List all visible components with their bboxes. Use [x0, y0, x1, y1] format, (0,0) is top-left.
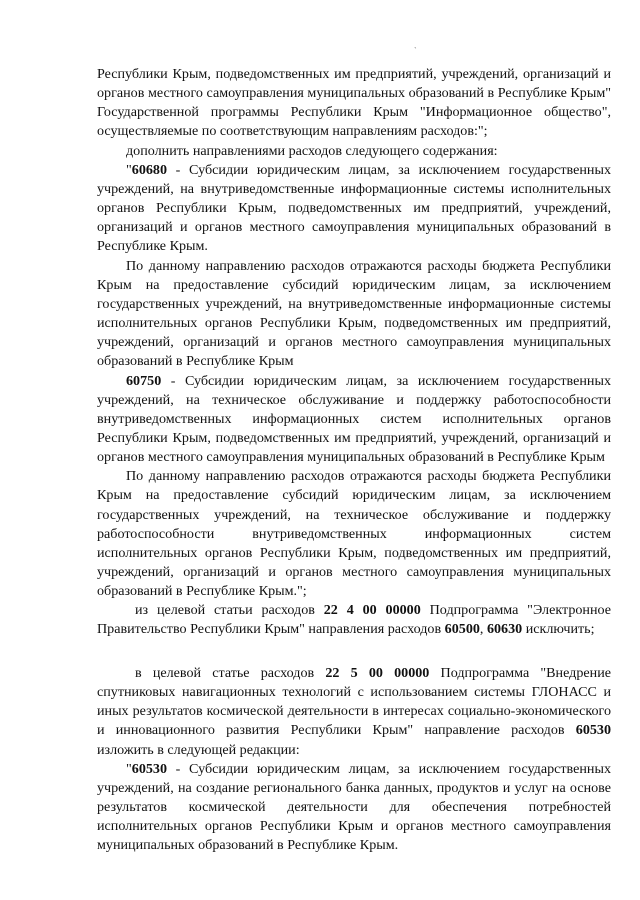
expense-code: 60750	[126, 372, 162, 389]
text-run: Подпрограмма "Электронное Правительство Республики Крым" направления расходов	[97, 602, 611, 638]
expense-code: 60500	[444, 621, 480, 638]
text-run: изложить в следующей редакции:	[97, 741, 300, 758]
expense-code: 60630	[486, 621, 523, 638]
expense-code: 60680	[131, 161, 167, 178]
item-text: - Субсидии юридическим лицам, за исключением государственных учреждений, на создание регионального банка данных, продуктов и услуг на основе результатов космической деятельности для обеспечения потребностей исполнительных органов Республики Крым и органов местного самоуправления муниципальных образований в Республике Крым.	[97, 760, 611, 854]
item-text: - Субсидии юридическим лицам, за исключением государственных учреждений, на техническое обслуживание и поддержку работоспособности внутриведомственных информационных систем исполнительных органов Республики Крым, подведомственных им предприятий, учреждений, организаций и органов местного самоуправления муниципальных образований в Республике Крым	[97, 372, 611, 466]
item-60680-paragraph	[97, 161, 611, 257]
item-60680-description: По данному направлению расходов отражаются расходы бюджета Республики Крым на предоставление субсидий юридическим лицам, за исключением государственных учреждений, на внутриведомственные информационные системы исполнительных органов Республики Крым, подведомственных им предприятий, учреждений, организаций и органов местного самоуправления муниципальных образований в Республике Крым	[97, 257, 611, 370]
expense-code: 60530	[131, 760, 167, 777]
revision-paragraph	[97, 664, 611, 760]
opening-quote: "	[126, 161, 132, 178]
add-directions-line: дополнить направлениями расходов следующего содержания:	[126, 142, 498, 159]
section-exclusion	[97, 601, 611, 639]
opening-quote: "	[126, 760, 132, 777]
item-60530-paragraph	[97, 760, 611, 856]
text-run: ,	[479, 621, 487, 638]
exclusion-paragraph	[97, 601, 611, 639]
target-article-code: 22 4 00 00000	[323, 602, 421, 618]
text-run: в целевой статье расходов	[135, 665, 326, 681]
item-text: - Субсидии юридическим лицам, за исключением государственных учреждений, на внутриведомственные информационные системы исполнительных органов Республики Крым, подведомственных им предприятий, учреждений, организаций и органов местного самоуправления муниципальных образований в Республике Крым.	[97, 161, 611, 255]
text-run: из целевой статьи расходов	[135, 602, 324, 618]
section-revision	[97, 664, 611, 856]
intro-paragraph: Республики Крым, подведомственных им предприятий, учреждений, организаций и органов местного самоуправления муниципальных образований в Республике Крым" Государственной программы Республики Крым "Информационное общество", осуществляемые по соответствующим направлениям расходов:";	[97, 66, 611, 140]
text-run: исключить;	[522, 621, 595, 638]
item-60750-description: По данному направлению расходов отражаются расходы бюджета Республики Крым на предоставление субсидий юридическим лицам, за исключением государственных учреждений, на техническое обслуживание и поддержку работоспособности внутриведомственных информационных систем исполнительных органов Республики Крым, подведомственных им предприятий, учреждений, организаций и органов местного самоуправления муниципальных образований в Республике Крым.";	[97, 468, 611, 600]
item-60750-paragraph	[97, 372, 611, 468]
text-run: Подпрограмма "Внедрение спутниковых навигационных технологий с использованием системы ГЛОНАСС и иных результатов космической деятельности в интересах социально-экономического и инновационного развития Республики Крым" направление расходов	[97, 665, 611, 739]
expense-code: 60530	[575, 722, 611, 739]
section-amendment-additions	[97, 65, 611, 601]
target-article-code: 22 5 00 00000	[325, 665, 430, 681]
top-mark: `	[414, 46, 417, 55]
